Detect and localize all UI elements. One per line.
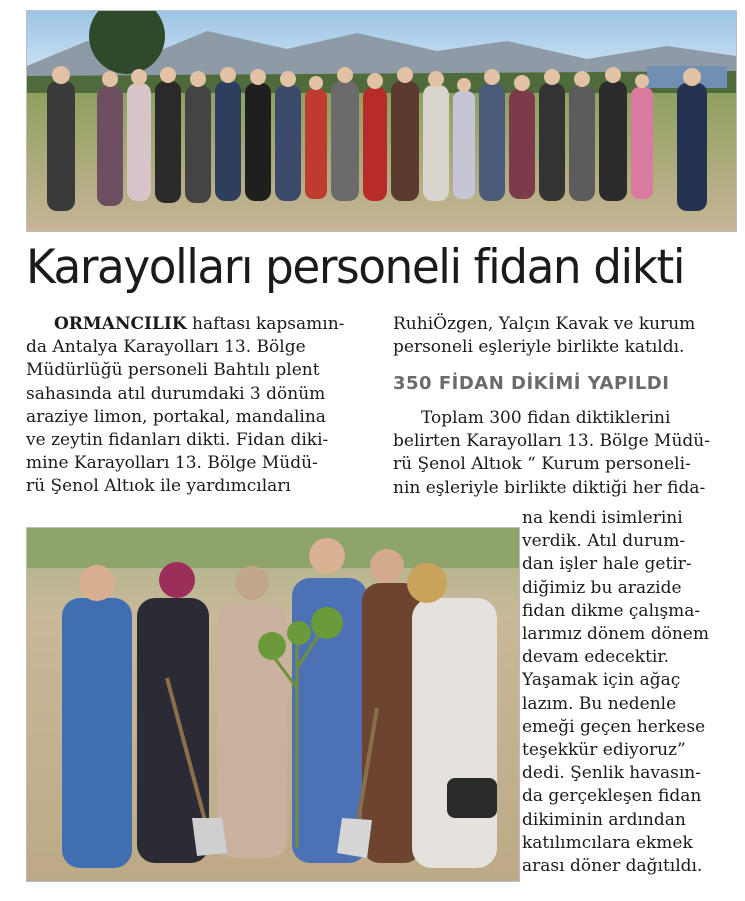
article-line: na kendi isimlerini [522, 508, 683, 528]
article-line: fidan dikme çalışma- [522, 600, 701, 621]
article-line: sahasında atıl durumdaki 3 dönüm [26, 383, 326, 404]
article-line [26, 313, 366, 336]
article-line: devam edecektir. [522, 647, 670, 668]
article-line: emeği geçen herkese [522, 716, 706, 737]
article-column-left [26, 313, 366, 499]
article-line: diğimiz bu arazide [522, 577, 682, 598]
article-line: mine Karayolları 13. Bölge Müdü- [26, 453, 318, 474]
article-line: arası döner dağıtıldı. [522, 856, 703, 877]
article-line: da gerçekleşen fidan [522, 786, 702, 807]
article-column-narrow [522, 507, 734, 878]
group-photo-image [27, 11, 736, 231]
article-line: rü Şenol Altıok “ Kurum personeli- [393, 454, 691, 475]
article-line: Yaşamak için ağaç [522, 670, 681, 691]
group-photo [26, 10, 737, 232]
article-line: katılımcılara ekmek [522, 832, 693, 853]
article-line: da Antalya Karayolları 13. Bölge [26, 337, 306, 358]
article-line: dan işler hale getir- [522, 554, 692, 575]
headline: Karayolları personeli fidan dikti [26, 240, 685, 295]
article-column-right [393, 313, 733, 359]
article-line: larımız dönem dönem [522, 624, 709, 645]
article-line: Toplam 300 fidan diktiklerini [421, 408, 671, 428]
article-line: belirten Karayolları 13. Bölge Müdü- [393, 431, 710, 452]
article-line: ve zeytin fidanları dikti. Fidan diki- [26, 430, 329, 451]
article-line: araziye limon, portakal, mandalina [26, 406, 326, 427]
article-line: RuhiÖzgen, Yalçın Kavak ve kurum [393, 314, 696, 334]
planting-photo-image [27, 528, 519, 881]
article-line: Müdürlüğü personeli Bahtılı plent [26, 360, 320, 381]
article-line: rü Şenol Altıok ile yardımcıları [26, 476, 291, 497]
lead-word: ORMANCILIK [54, 314, 187, 334]
article-line: nin eşleriyle birlikte diktiği her fida- [393, 477, 706, 498]
article-line: personeli eşleriyle birlikte katıldı. [393, 337, 685, 358]
article-line: teşekkür ediyoruz” [522, 740, 686, 761]
article-line: verdik. Atıl durum- [522, 531, 686, 552]
subheading: 350 FİDAN DİKİMİ YAPILDI [393, 373, 670, 394]
article-line: dikiminin ardından [522, 809, 686, 830]
planting-photo [26, 527, 520, 882]
article-line: lazım. Bu nedenle [522, 693, 677, 714]
article-text: haftası kapsamın- [186, 314, 345, 334]
article-column-right-continued [393, 407, 733, 500]
article-line: dedi. Şenlik havasın- [522, 763, 701, 784]
